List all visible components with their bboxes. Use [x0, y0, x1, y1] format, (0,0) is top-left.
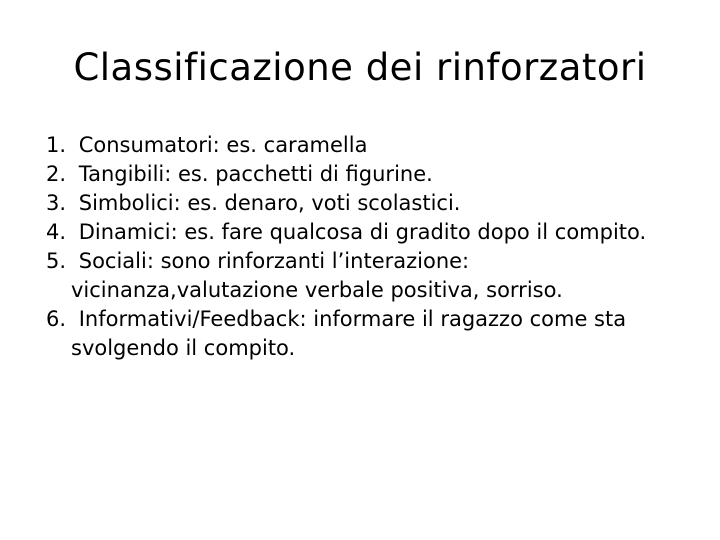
list-item-text: Informativi/Feedback: informare il ragazzo come sta svolgendo il compito.: [71, 307, 627, 360]
list-item-text: Simbolici: es. denaro, voti scolastici.: [78, 191, 461, 215]
list-item: [46, 305, 686, 363]
list-item-text: Sociali: sono rinforzanti l’interazione: vicinanza,valutazione verbale positiva, sorriso.: [71, 249, 563, 302]
reinforcer-list: [46, 131, 686, 363]
list-item: [46, 189, 686, 218]
list-item: [46, 131, 686, 160]
list-item-number: 1.: [46, 133, 67, 157]
list-item-text: Consumatori: es. caramella: [78, 133, 368, 157]
list-item-number: 4.: [46, 220, 67, 244]
list-item-text: Tangibili: es. pacchetti di figurine.: [78, 162, 433, 186]
list-item-text: Dinamici: es. fare qualcosa di gradito dopo il compito.: [78, 220, 647, 244]
list-item: [46, 218, 686, 247]
list-item-number: 5.: [46, 249, 67, 273]
list-item-number: 6.: [46, 307, 67, 331]
list-item: [46, 160, 686, 189]
list-item-number: 3.: [46, 191, 67, 215]
slide-title: Classificazione dei rinforzatori: [73, 46, 647, 89]
list-item: [46, 247, 686, 305]
list-item-number: 2.: [46, 162, 67, 186]
